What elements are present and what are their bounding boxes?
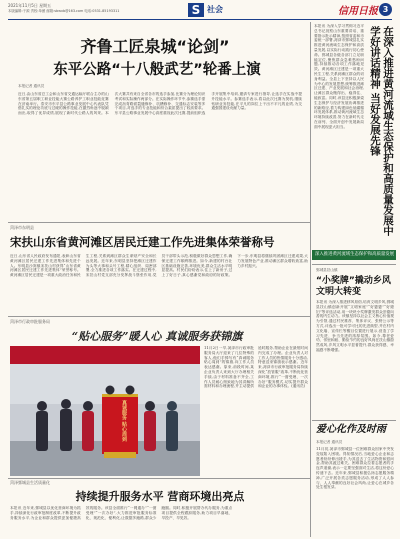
page-number: 3 bbox=[382, 5, 389, 14]
right-mid-rule bbox=[312, 264, 396, 265]
masthead-rule bbox=[8, 19, 392, 20]
article3-body: 11月2日一早,菏泽市行政审批服务局大厅迎来了几位特殊的客人,他们手捧写有“真诚服务 贴心周到”的锦旗,向工作人员表达感谢。原来,前段时间,某企业负责人来到大厅办理相关手续,由于材料准备不齐全,工作人员耐心细致地为其讲解所需材料和办理流程,并主动提供延时服务,帮助企业在最短时间内完成了办理。企业负责人对工作人员的热情服务十分感动,特意送来锦旗表示感谢。近年来,菏泽市行政审批服务局持续深化“放管服”改革,不断优化营商环境,推行“一窗受理、一次办好”服务模式,切实提升群众和企业的办事体验。(通讯员) bbox=[204, 346, 308, 389]
article4-kicker: 菏泽鄄城县生活质量化 bbox=[10, 480, 50, 485]
article2-kicker: 菏泽市东明县 bbox=[10, 225, 34, 230]
award-photo-illustration bbox=[10, 346, 200, 476]
article1-rule bbox=[8, 222, 310, 223]
award-banner-text: 真诚服务 贴心周到 bbox=[121, 400, 127, 442]
sidebar-banner-text: 深入推进黄河流域生态保护和高质量发展 bbox=[315, 252, 395, 257]
right-mid-body: 本报讯 为深入推进移风易俗,培育文明乡风,鄄城县扶山镇创新开展“文明家庭”“好婆婆”“好媳妇”等评选活动,用一块块小奖牌激发群众崇德向善的内生动力。该镇坚持以社会主义核心价值观为引领,通过村民推荐、集体评议、张榜公示等方式,评选出一批可学可比的先进典型,并在村内文化墙、宣传栏等醒目位置进行展示,营造了学习先进、争当先进的浓厚氛围。如今,尊老爱幼、邻里和睦、勤俭节约的良好风尚在扶山镇蔚然成风,乡风文明水平显著提升,群众获得感、幸福感不断增强。 bbox=[316, 300, 394, 352]
sidebar-vertical-title: 在深入推进黄河流域生态保护和高质量发展中学好讲话精神 当好发展先锋 bbox=[369, 26, 394, 236]
section-mark bbox=[188, 3, 204, 17]
info-line: 本版编辑:于源 责校:单薇 邮箱:sbwxb@163.com 电话:0531-85193311 bbox=[8, 9, 120, 13]
date-line: 2021年11月5日 星期五 bbox=[8, 3, 52, 8]
right-mid-kicker: 鄄城县扶山镇 bbox=[316, 268, 338, 272]
article4-body: 本报讯 近年来,鄄城县以优化营商环境为抓手,持续深化行政审批制度改革,不断提升政务服务水平,为企业和群众提供更加便捷高效的服务。该县全面推行“一网通办”“一窗受理”“一次办好”,大力推进审批服务标准化、规范化、便利化,让数据多跑路,群众少跑腿。同时,积极开展帮办代办服务,为重点项目提供全程跟踪服务,助力项目早落地、早投产、早见效。 bbox=[10, 506, 233, 520]
right-mid-title: “小奖牌”撬动乡风文明大转变 bbox=[316, 276, 391, 297]
award-photo bbox=[10, 346, 200, 476]
article2-body: 近日,山东省人民政府发布通报,表彰山东省黄河滩区居民迁建工作先进集体和先进个人。东明县沙窝镇宋扶山村获得“山东省黄河滩区居民迁建工作先进集体”荣誉称号。黄河滩区居民迁建是一项重大政治任务和民生工程,关系到滩区群众生命财产安全和长远发展。近年来,东明县坚持把滩区迁建作为头等大事和头号工程,精心组织、周密部署,全力推进各项工作落实。在迁建过程中,宋扶山村党支部充分发挥战斗堡垒作用,党员干部带头示范,积极做好群众思想工作,确保迁建工作顺利推进。如今,新建的村台社区基础设施完善,环境优美,群众生活水平明显提高。村民们纷纷表示,住上了新房子,过上了好日子,真心感谢党和政府的好政策。下一步,东明县将继续巩固滩区迁建成果,大力发展特色产业,推动滩区群众增收致富,助力乡村振兴。 bbox=[10, 254, 308, 278]
article3-kicker: 菏泽市行政审批服务局 bbox=[10, 319, 50, 324]
right-bottom-rule bbox=[312, 420, 396, 421]
article2-rule bbox=[8, 316, 310, 317]
section-char: S bbox=[191, 3, 201, 17]
sidebar-body: 本报讯 为深入学习贯彻习近平总书记视察山东重要讲话、重要指示批示精神,按照省委和市委统一部署,菏泽市鄄城县扎实推进黄河流域生态保护和高质量发展,以实际行动践行初心使命。鄄城县各级各部门立足职能定位,聚焦群众急难愁盼问题,持续推动各项工作落地见效。黄河滩区迁建是一项重大民生工程,关系到滩区群众的切身利益。全县上下坚持以人民为中心的发展思想,统筹推进滩区迁建、产业发展和社会治理,让滩区群众搬得出、稳得住、能致富。同时,该县还积极探索生态保护与经济发展协调推进的新路径,着力构建绿色低碳循环发展体系,推动黄河流域生态环境持续改善,努力在新时代走在前列、全面开创中发展新局面中展现更大担当。 bbox=[314, 24, 364, 129]
article1-title-line2: 东平公路“十八般武艺”轮番上演 bbox=[53, 62, 261, 78]
article1-body: 近日,由山东省总工会和山东省交通运输厅联合主办的山东省第五届职工职业技能大赛公路养护工职业技能竞赛在济南举行。泰安市东平县公路事业发展中心代表队凭借扎实的理论功底与过硬的操作技能,在激烈角逐中脱颖而出,取得了优异成绩,展现了新时代公路人的风采。本次大赛共有来自全省各市的选手参加,比赛分为理论知识考试和实际操作两部分。在实际操作环节中,参赛选手需完成沥青路面裂缝修补、坑槽修补、交通标志安装等多个项目,对选手的专业技能和综合素质提出了较高要求。东平县公路事业发展中心高度重视此次比赛,提前组织选手开展集中培训,邀请专家进行指导,让选手在实战中提升技能水平。参赛选手表示,将以此次比赛为契机,继续钻研业务技能,在平凡的岗位上干出不平凡的业绩,为交通强国建设贡献力量。 bbox=[18, 92, 302, 116]
article2-title: 宋扶山东省黄河滩区居民迁建工作先进集体荣誉称号 bbox=[10, 235, 275, 249]
page-number-badge bbox=[379, 3, 392, 16]
sidebar-left-rule bbox=[310, 22, 311, 537]
article3-title: “贴心服务”暖人心 真诚服务获锦旗 bbox=[71, 330, 243, 343]
article4-title: 持续提升服务水平 营商环境出亮点 bbox=[75, 490, 245, 503]
section-name: 社会 bbox=[207, 5, 223, 14]
article1-byline: 本报记者 通讯员 bbox=[18, 84, 45, 88]
article1-title-line1: 齐鲁工匠泉城“论剑” bbox=[80, 37, 230, 56]
article3-rule bbox=[8, 478, 310, 479]
sidebar-banner bbox=[312, 250, 396, 260]
right-bottom-body: 11月初,菏泽市鄄城县一位困难群众因家中突发变故陷入困境。得知情况后,当地爱心企业和志愿者纷纷伸出援手,为其送去了生活物资和慰问金,帮助其渡过难关。困难群众拉着志愿者的手连声道谢,表示一定要坚强面对生活,将这份爱心传递下去。近年来,鄄城县积极弘扬志愿服务精神,广泛开展各类志愿服务活动,形成了人人参与、人人奉献的良好社会风尚,让爱心在城乡各处生根发芽。 bbox=[316, 447, 394, 490]
right-bottom-title: 爱心化作及时雨 bbox=[316, 424, 386, 435]
right-bottom-byline: 本报记者 通讯员 bbox=[316, 440, 343, 444]
paper-logo: 信用日报 bbox=[338, 6, 378, 17]
